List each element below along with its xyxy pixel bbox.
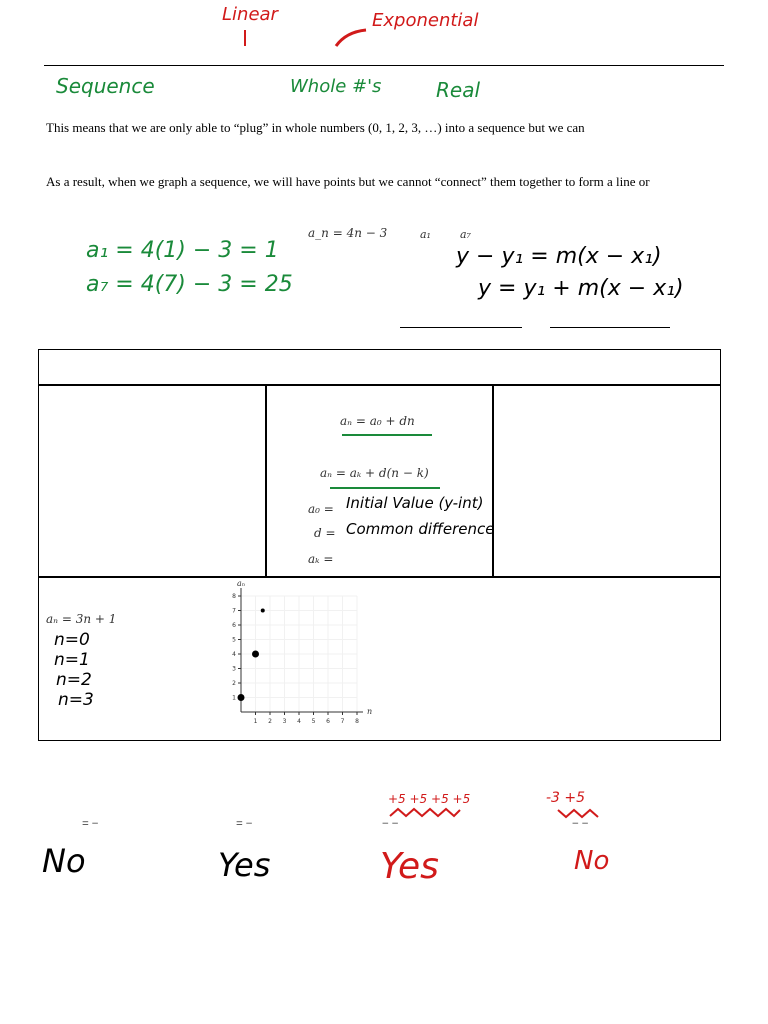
zigzag-4 (556, 806, 602, 820)
point-formula-underline (330, 487, 440, 489)
table-col-divider-2 (492, 384, 494, 576)
y-tick-label: 4 (232, 651, 236, 658)
ak-label: aₖ = (308, 552, 334, 566)
n1-label: n=1 (54, 650, 90, 670)
answer-2: Yes (218, 846, 271, 884)
example-a7: a₇ (460, 228, 471, 241)
x-tick-label: 5 (311, 718, 316, 725)
table-col-divider-1 (265, 384, 267, 576)
answer-3: Yes (380, 846, 439, 887)
sequence-label: Sequence (56, 74, 155, 98)
y-tick-label: 6 (232, 622, 236, 629)
eq-1: = − (82, 816, 99, 830)
n2-label: n=2 (56, 670, 92, 690)
n3-label: n=3 (58, 690, 94, 710)
a0-label: a₀ = (308, 502, 334, 516)
a0-note: Initial Value (y-int) (346, 494, 484, 512)
zigzag-3 (388, 806, 464, 820)
linear-label: Linear (222, 4, 278, 25)
y-tick-label: 2 (232, 680, 236, 687)
paragraph-1: This means that we are only able to “plug” in whole numbers (0, 1, 2, 3, …) into a sequence but we can (46, 120, 585, 135)
table-header-divider (38, 384, 721, 386)
x-axis-label: n (367, 707, 373, 716)
x-tick-label: 2 (268, 718, 272, 725)
x-tick-label: 8 (355, 718, 359, 725)
scatter-chart (226, 580, 386, 736)
example-a1: a₁ (420, 228, 431, 241)
explicit-formula-underline (342, 434, 432, 436)
data-point (252, 651, 259, 658)
y-tick-label: 7 (232, 607, 236, 615)
work-line-2: a₇ = 4(7) − 3 = 25 (86, 272, 293, 297)
answer-blank-2[interactable] (550, 327, 670, 328)
y-axis-label: aₙ (237, 580, 246, 588)
explicit-formula: aₙ = a₀ + dn (340, 414, 415, 428)
differences-3: +5 +5 +5 +5 (388, 792, 471, 806)
answer-1: No (42, 842, 86, 880)
work-line-1: a₁ = 4(1) − 3 = 1 (86, 238, 279, 263)
paragraph-2: As a result, when we graph a sequence, we will have points but we cannot “connect” them together to form a line or (46, 174, 650, 189)
y-tick-label: 8 (232, 593, 236, 600)
header-rule (44, 65, 724, 66)
y-tick-label: 1 (232, 694, 236, 702)
x-tick-label: 6 (326, 718, 330, 725)
answer-4: No (574, 846, 610, 876)
graph-formula: aₙ = 3n + 1 (46, 612, 117, 626)
answer-blank-1[interactable] (400, 327, 522, 328)
whole-numbers-label: Whole #'s (290, 76, 382, 97)
data-point (238, 694, 245, 701)
differences-4: -3 +5 (546, 790, 586, 806)
d-label: d = (314, 526, 336, 540)
eq-4: − − (572, 816, 589, 830)
exponential-label: Exponential (372, 10, 479, 31)
x-tick-label: 7 (340, 718, 345, 725)
linear-tick (244, 30, 246, 46)
x-tick-label: 1 (253, 718, 258, 725)
data-point (261, 609, 265, 613)
exponential-tick (332, 26, 372, 50)
n0-label: n=0 (54, 630, 90, 650)
y-tick-label: 3 (232, 665, 236, 673)
table-row-divider (38, 576, 721, 578)
eq-3: − − (382, 816, 399, 830)
d-note: Common difference (346, 520, 495, 538)
x-tick-label: 3 (282, 718, 287, 725)
example-formula: a_n = 4n − 3 (308, 226, 388, 240)
x-tick-label: 4 (297, 718, 301, 725)
real-label: Real (436, 78, 481, 102)
point-formula: aₙ = aₖ + d(n − k) (320, 466, 429, 480)
point-slope-2: y = y₁ + m(x − x₁) (478, 276, 684, 301)
point-slope-1: y − y₁ = m(x − x₁) (456, 244, 662, 269)
y-tick-label: 5 (232, 636, 236, 644)
eq-2: = − (236, 816, 253, 830)
